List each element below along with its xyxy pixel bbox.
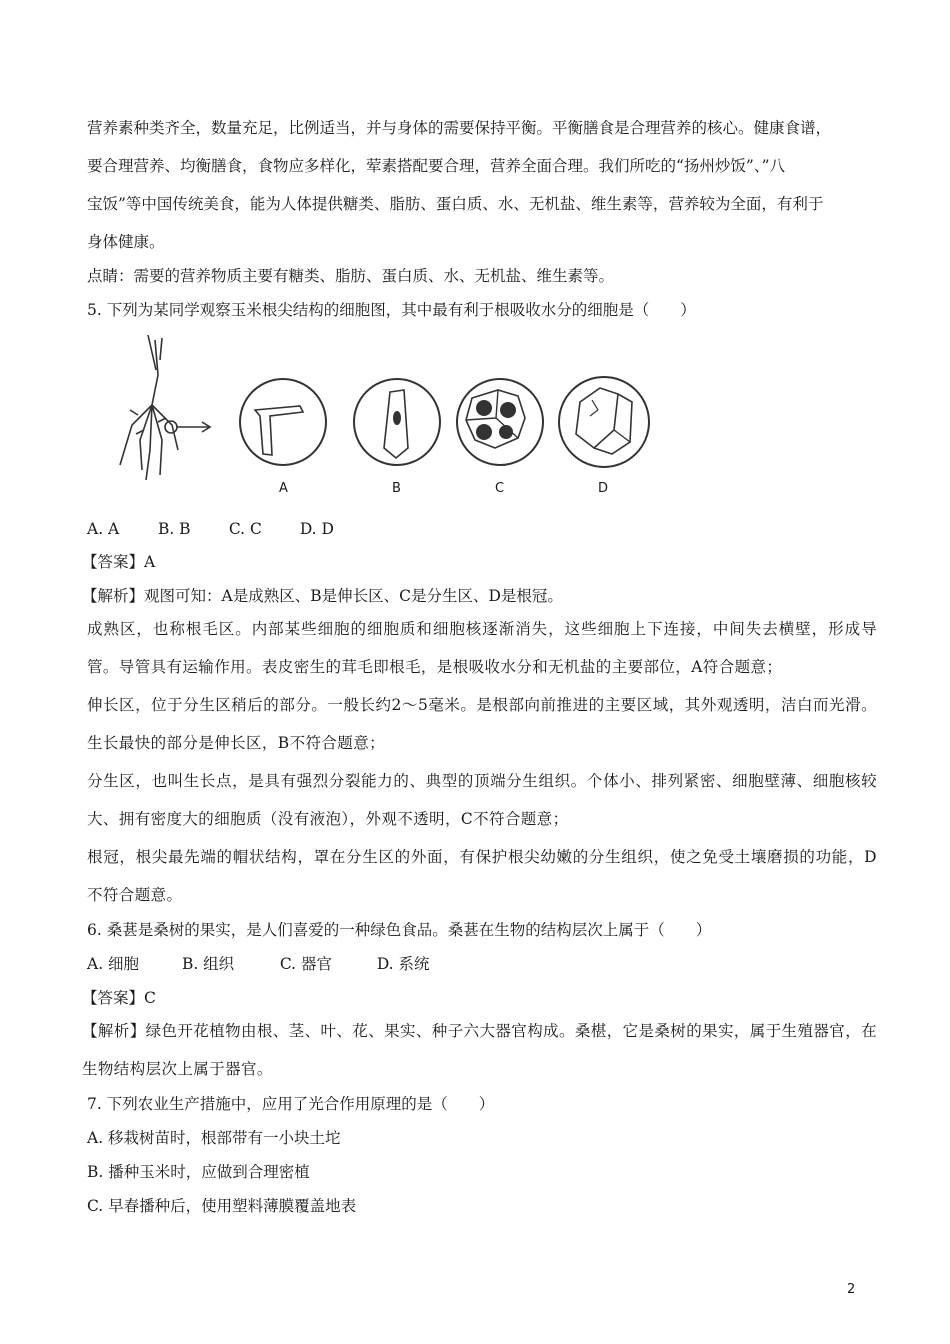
- q5-option-c: C. C: [228, 520, 262, 538]
- intro-line-3: 宝饭”等中国传统美食，能为人体提供糖类、脂肪、蛋白质、水、无机盐、维生素等，营养较为全面，有利于: [87, 195, 824, 213]
- q7-option-c: C. 早春播种后，使用塑料薄膜覆盖地表: [87, 1197, 357, 1215]
- q5-option-a: A. A: [87, 520, 120, 538]
- q6-options: [87, 954, 430, 974]
- figure-label-b: B: [392, 481, 401, 496]
- q7-stem: 7. 下列农业生产措施中，应用了光合作用原理的是（ ）: [87, 1095, 495, 1113]
- q5-stem: 5. 下列为某同学观察玉米根尖结构的细胞图，其中最有利于根吸收水分的细胞是（ ）: [87, 301, 696, 319]
- q6-option-c: C. 器官: [279, 955, 333, 973]
- figure-label-a: A: [279, 481, 288, 496]
- intro-line-2: 要合理营养、均衡膳食，食物应多样化，荤素搭配要合理，营养全面合理。我们所吃的“扬州炒饭”、”八: [87, 157, 786, 175]
- q5-option-d: D. D: [299, 520, 334, 538]
- page-number: 2: [847, 1282, 856, 1297]
- q7-option-b: B. 播种玉米时，应做到合理密植: [87, 1163, 310, 1181]
- root-tip-illustration: [100, 330, 700, 505]
- q6-analysis: 【解析】绿色开花植物由根、茎、叶、花、果实、种子六大器官构成。桑椹，它是桑树的果实，属于生殖器官，在生物结构层次上属于器官。: [82, 1022, 878, 1078]
- q6-answer: 【答案】C: [82, 989, 156, 1007]
- q6-option-b: B. 组织: [181, 955, 235, 973]
- q6-option-a: A. 细胞: [87, 955, 140, 973]
- q7-option-a: A. 移栽树苗时，根部带有一小块土坨: [87, 1129, 341, 1147]
- intro-line-1: 营养素种类齐全，数量充足，比例适当，并与身体的需要保持平衡。平衡膳食是合理营养的核心。健康食谱，: [87, 119, 832, 137]
- root-tip-figure: [100, 330, 700, 505]
- q5-analysis-p3: 分生区，也叫生长点，是具有强烈分裂能力的、典型的顶端分生组织。个体小、排列紧密、细胞壁薄、细胞核较大、拥有密度大的细胞质（没有液泡），外观不透明，C不符合题意；: [87, 772, 877, 828]
- q6-stem: 6. 桑葚是桑树的果实，是人们喜爱的一种绿色食品。桑葚在生物的结构层次上属于（ ）: [87, 921, 712, 939]
- q5-answer: 【答案】A: [82, 553, 156, 571]
- tip: 点睛：需要的营养物质主要有糖类、脂肪、蛋白质、水、无机盐、维生素等。: [87, 267, 615, 285]
- intro-line-4: 身体健康。: [87, 233, 165, 251]
- q5-analysis-head: 【解析】观图可知：A是成熟区、B是伸长区、C是分生区、D是根冠。: [82, 587, 563, 605]
- figure-label-d: D: [598, 481, 609, 496]
- q6-option-d: D. 系统: [376, 955, 430, 973]
- q5-analysis-p2: 伸长区，位于分生区稍后的部分。一般长约2～5毫米。是根部向前推进的主要区域，其外观透明，洁白而光滑。 生长最快的部分是伸长区，B不符合题意；: [87, 696, 877, 752]
- q5-analysis-p1: 成熟区，也称根毛区。内部某些细胞的细胞质和细胞核逐渐消失，这些细胞上下连接，中间失去横壁，形成导管。导管具有运输作用。表皮密生的茸毛即根毛，是根吸收水分和无机盐的主要部位，A符合题意；: [87, 620, 877, 676]
- q5-option-b: B. B: [157, 520, 191, 538]
- q5-options: [87, 519, 334, 539]
- figure-label-c: C: [495, 481, 505, 496]
- q5-analysis-p4: 根冠，根尖最先端的帽状结构，罩在分生区的外面，有保护根尖幼嫩的分生组织，使之免受土壤磨损的功能，D不符合题意。: [87, 848, 877, 904]
